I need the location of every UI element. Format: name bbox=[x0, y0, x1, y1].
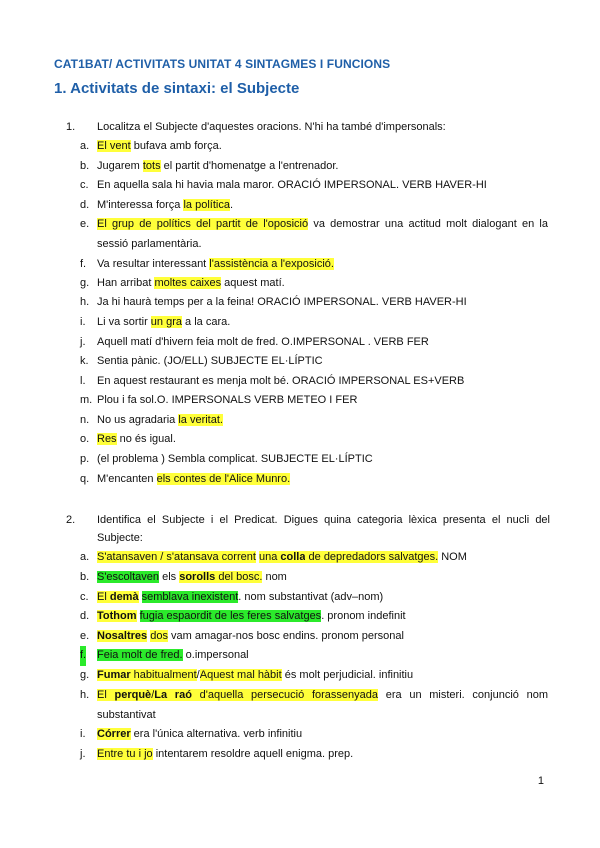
list-marker: a. bbox=[80, 140, 90, 152]
highlighted-text: Tothom bbox=[97, 610, 137, 622]
question-text: Localitza el Subjecte d'aquestes oracions. N'hi ha també d'impersonals: bbox=[97, 121, 446, 133]
highlighted-text: del bosc. bbox=[215, 571, 263, 583]
highlighted-text: d'aquella persecució forassenyada bbox=[191, 689, 378, 701]
list-item-text bbox=[97, 666, 548, 686]
text-segment: vam amagar-nos bosc endins. pronom personal bbox=[167, 630, 404, 642]
list-marker: e. bbox=[80, 630, 90, 642]
list-marker: n. bbox=[80, 414, 90, 426]
list-marker: g. bbox=[80, 277, 90, 289]
text-segment: o.impersonal bbox=[182, 649, 249, 661]
text-segment: Plou i fa sol.O. IMPERSONALS VERB METEO I FER bbox=[97, 394, 358, 406]
list-item-text bbox=[97, 391, 548, 411]
list-marker: i. bbox=[80, 728, 86, 740]
text-segment: Li va sortir bbox=[97, 316, 151, 328]
highlighted-text: l'assistència a l'exposició. bbox=[209, 258, 334, 270]
list-marker: d. bbox=[80, 199, 90, 211]
highlighted-text: Feia molt de fred. bbox=[97, 649, 183, 661]
page-number: 1 bbox=[537, 775, 544, 787]
list-marker: b. bbox=[80, 160, 90, 172]
list-item-text bbox=[97, 352, 548, 372]
question-number: 1. bbox=[66, 121, 76, 133]
text-segment: bufava amb força. bbox=[130, 140, 222, 152]
text-segment: va demostrar una actitud molt dialogant en la sessió parlamentària. bbox=[97, 218, 548, 250]
list-item-text bbox=[97, 274, 548, 294]
list-item-text bbox=[97, 686, 548, 725]
list-marker: d. bbox=[80, 610, 90, 622]
text-segment: Ja hi haurà temps per a la feina! ORACIÓ IMPERSONAL. VERB HAVER-HI bbox=[97, 296, 467, 308]
list-item-text bbox=[97, 725, 548, 745]
list-item-text bbox=[97, 470, 548, 490]
list-marker: e. bbox=[80, 218, 90, 230]
list-item-text bbox=[97, 372, 548, 392]
text-segment: NOM bbox=[438, 551, 467, 563]
text-segment: No us agradaria bbox=[97, 414, 179, 426]
highlighted-text: S'atansaven / s'atansava corrent bbox=[97, 551, 256, 563]
list-marker: c. bbox=[80, 179, 89, 191]
highlighted-text: un gra bbox=[150, 316, 182, 328]
highlighted-text: de depredadors salvatges. bbox=[305, 551, 439, 563]
list-item-text bbox=[97, 411, 548, 431]
list-marker: j. bbox=[80, 748, 86, 760]
highlighted-text: la veritat. bbox=[178, 414, 223, 426]
list-marker: q. bbox=[80, 473, 90, 485]
highlighted-text: El grup de polítics del partit de l'oposició bbox=[97, 218, 309, 230]
highlighted-text: Aquest mal hàbit bbox=[199, 669, 282, 681]
list-marker: l. bbox=[80, 375, 86, 387]
question-number: 2. bbox=[66, 514, 76, 526]
list-item-text bbox=[97, 450, 548, 470]
highlighted-text: Entre tu i jo bbox=[97, 748, 153, 760]
highlighted-text: moltes caixes bbox=[154, 277, 222, 289]
list-item-text bbox=[97, 745, 548, 765]
list-marker: g. bbox=[80, 669, 90, 681]
list-marker: f. bbox=[80, 258, 87, 270]
list-item-text bbox=[97, 313, 548, 333]
highlighted-text: S'escoltaven bbox=[97, 571, 160, 583]
list-item-text bbox=[97, 333, 548, 353]
text-segment: M'encanten bbox=[97, 473, 157, 485]
highlighted-text: La raó bbox=[154, 689, 192, 701]
list-item-text bbox=[97, 157, 548, 177]
text-segment: . nom substantivat (adv–nom) bbox=[238, 591, 384, 603]
highlighted-text: colla bbox=[280, 551, 306, 563]
list-marker: h. bbox=[80, 296, 90, 308]
list-marker: h. bbox=[80, 689, 90, 701]
list-marker: m. bbox=[80, 394, 93, 406]
highlighted-text: Córrer bbox=[97, 728, 131, 740]
list-item-text bbox=[97, 255, 548, 275]
highlighted-text: Nosaltres bbox=[97, 630, 148, 642]
highlighted-text: El bbox=[97, 591, 110, 603]
list-item-text bbox=[97, 548, 548, 568]
text-segment: era un misteri. conjunció nom substantivat bbox=[97, 689, 549, 721]
list-item-text bbox=[97, 607, 548, 627]
highlighted-text: El vent bbox=[97, 140, 131, 152]
text-segment: / bbox=[196, 669, 200, 681]
highlighted-text: dos bbox=[150, 630, 168, 642]
list-item-text bbox=[97, 588, 548, 608]
section-title: 1. Activitats de sintaxi: el Subjecte bbox=[54, 80, 300, 97]
text-segment: Va resultar interessant bbox=[97, 258, 210, 270]
highlighted-text: / bbox=[151, 689, 155, 701]
text-segment: intentarem resoldre aquell enigma. prep. bbox=[152, 748, 354, 760]
text-segment: els bbox=[159, 571, 180, 583]
text-segment: Sentia pànic. (JO/ELL) SUBJECTE EL·LÍPTIC bbox=[97, 355, 323, 367]
text-segment: . pronom indefinit bbox=[321, 610, 406, 622]
highlighted-text: perquè bbox=[114, 689, 152, 701]
highlighted-text: demà bbox=[109, 591, 139, 603]
highlighted-text: semblava inexistent bbox=[141, 591, 239, 603]
list-item-text bbox=[97, 646, 548, 666]
list-item-text bbox=[97, 293, 548, 313]
highlighted-text: habitualment bbox=[130, 669, 197, 681]
list-marker: k. bbox=[80, 355, 89, 367]
text-segment: el partit d'homenatge a l'entrenador. bbox=[160, 160, 339, 172]
text-segment: M'interessa força bbox=[97, 199, 184, 211]
list-marker: a. bbox=[80, 551, 90, 563]
list-marker: j. bbox=[80, 336, 86, 348]
question-text: Identifica el Subjecte i el Predicat. Digues quina categoria lèxica presenta el nucli del Subjecte: bbox=[97, 514, 550, 544]
list-item-text bbox=[97, 568, 548, 588]
highlighted-text: la política bbox=[183, 199, 230, 211]
text-segment: Jugarem bbox=[97, 160, 143, 172]
list-item-text bbox=[97, 215, 548, 254]
text-segment: Aquell matí d'hivern feia molt de fred. O.IMPERSONAL . VERB FER bbox=[97, 336, 429, 348]
list-marker: o. bbox=[80, 433, 90, 445]
list-marker: c. bbox=[80, 591, 89, 603]
list-item-text bbox=[97, 176, 548, 196]
list-item-text bbox=[97, 627, 548, 647]
list-marker: p. bbox=[80, 453, 90, 465]
list-marker: b. bbox=[80, 571, 90, 583]
list-item-text bbox=[97, 137, 548, 157]
list-marker: f. bbox=[80, 646, 86, 666]
highlighted-text: tots bbox=[142, 160, 161, 172]
list-marker: i. bbox=[80, 316, 86, 328]
text-segment: era l'única alternativa. verb infinitiu bbox=[130, 728, 303, 740]
list-item-text bbox=[97, 430, 548, 450]
text-segment: aquest matí. bbox=[221, 277, 285, 289]
text-segment: En aquella sala hi havia mala maror. ORACIÓ IMPERSONAL. VERB HAVER-HI bbox=[97, 179, 487, 191]
text-segment: Han arribat bbox=[97, 277, 155, 289]
highlighted-text: Fumar bbox=[97, 669, 131, 681]
text-segment: és molt perjudicial. infinitiu bbox=[281, 669, 414, 681]
list-item-text bbox=[97, 196, 548, 216]
highlighted-text: els contes de l'Alice Munro. bbox=[156, 473, 291, 485]
highlighted-text: El bbox=[97, 689, 115, 701]
highlighted-text: fugia espaordit de les feres salvatges bbox=[139, 610, 322, 622]
text-segment: (el problema ) Sembla complicat. SUBJECTE EL·LÍPTIC bbox=[97, 453, 373, 465]
highlighted-text: Res bbox=[97, 433, 117, 445]
text-segment: a la cara. bbox=[182, 316, 231, 328]
document-header: CAT1BAT/ ACTIVITATS UNITAT 4 SINTAGMES I FUNCIONS bbox=[54, 57, 391, 71]
highlighted-text: una bbox=[258, 551, 281, 563]
text-segment: no és igual. bbox=[116, 433, 176, 445]
text-segment: nom bbox=[262, 571, 287, 583]
text-segment: . bbox=[229, 199, 234, 211]
text-segment: En aquest restaurant es menja molt bé. ORACIÓ IMPERSONAL ES+VERB bbox=[97, 375, 465, 387]
highlighted-text: sorolls bbox=[179, 571, 216, 583]
